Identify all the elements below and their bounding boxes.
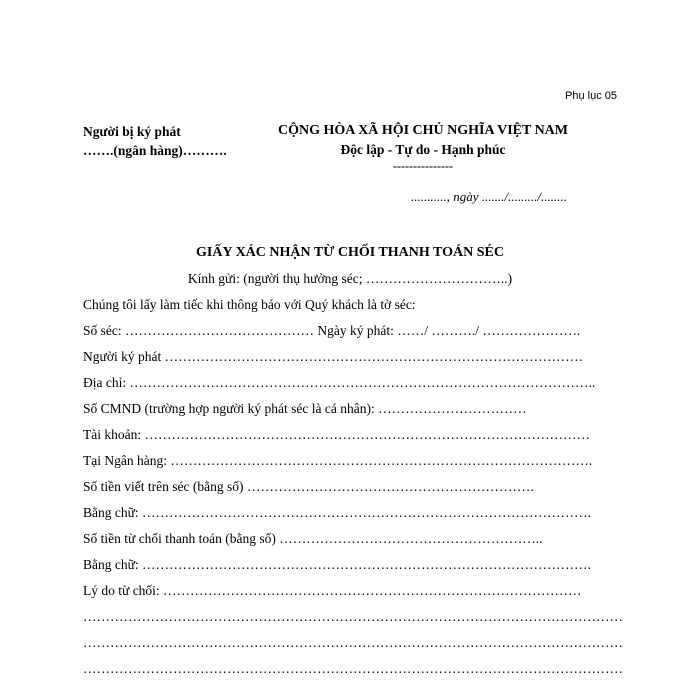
address-line: Địa chỉ: …………………………………………………………………………………………..	[83, 375, 596, 390]
national-title: CỘNG HÒA XÃ HỘI CHỦ NGHĨA VIỆT NAM	[277, 123, 568, 138]
bank-line: Tại Ngân hàng: ………………………………………………………………………………….	[83, 453, 593, 468]
date-line: ..........., ngày ......./........./........	[411, 189, 567, 204]
refused-amount-words-line: Bằng chữ: ……………………………………………………………………………………….	[83, 557, 591, 572]
national-motto: Độc lập - Tự do - Hạnh phúc	[340, 142, 506, 157]
sender-block	[83, 122, 227, 160]
blank-dotted-line: …………………………………………………………………………………………………………	[83, 661, 623, 676]
appendix-label: Phụ lục 05	[565, 90, 617, 102]
reason-line: Lý do từ chối: …………………………………………………………………………………	[83, 583, 582, 598]
drawer-line: Người ký phát …………………………………………………………………………………	[83, 349, 584, 364]
national-heading	[260, 121, 586, 173]
motto-rule: ---------------	[393, 159, 453, 173]
cheque-number-line: Số séc: …………………………………… Ngày ký phát: ……/ ………./ ………………….	[83, 323, 581, 338]
blank-dotted-line: …………………………………………………………………………………………………………	[83, 635, 623, 650]
sender-bank: …….(ngân hàng)……….	[83, 143, 227, 158]
recipient-line: Kính gửi: (người thụ hưởng séc; …………………………..)	[187, 271, 513, 286]
id-number-line: Số CMND (trường hợp người ký phát séc là cá nhân): ……………………………	[83, 401, 527, 416]
amount-words-line: Bằng chữ: ……………………………………………………………………………………….	[83, 505, 591, 520]
account-line: Tài khoản: ………………………………………………………………………………………	[83, 427, 590, 442]
document-title: GIẤY XÁC NHẬN TỪ CHỐI THANH TOÁN SÉC	[196, 245, 504, 260]
sender-title: Người bị ký phát	[83, 124, 181, 139]
blank-dotted-line: …………………………………………………………………………………………………………	[83, 609, 623, 624]
intro-line: Chúng tôi lấy làm tiếc khi thông báo với Quý khách là tờ séc:	[83, 297, 416, 312]
refused-amount-line: Số tiền từ chối thanh toán (bằng số) …………………………………………………..	[83, 531, 543, 546]
amount-figures-line: Số tiền viết trên séc (bằng số) ……………………………………………………….	[83, 479, 534, 494]
